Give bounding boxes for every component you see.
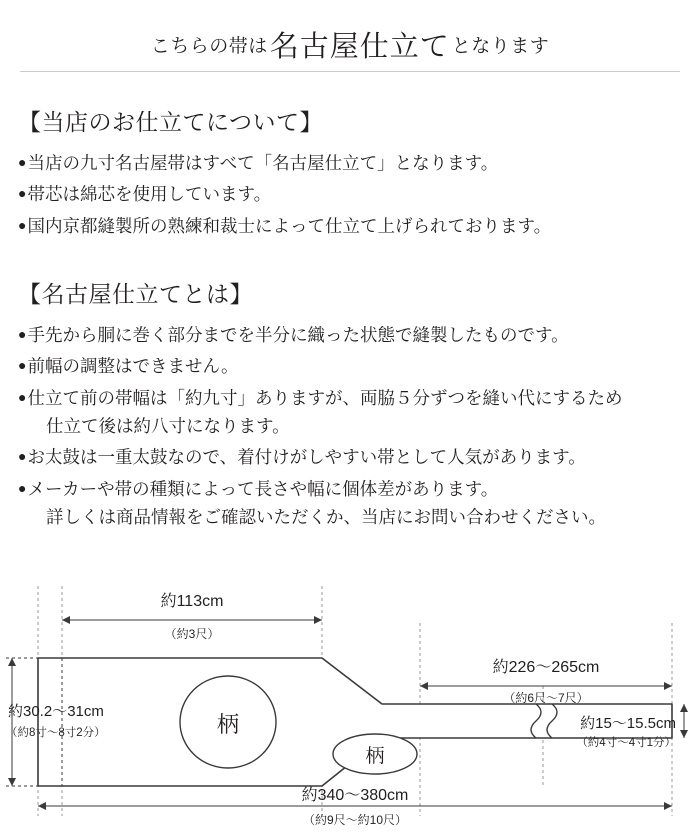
list-item — [18, 475, 682, 532]
list-item-continuation: 詳しくは商品情報をご確認いただくか、当店にお問い合わせください。 — [46, 507, 606, 528]
list-item-text: 国内京都縫製所の熟練和裁士によって仕立て上げられております。 — [27, 215, 552, 236]
list-item-text: お太鼓は一重太鼓なので、着付けがしやすい帯として人気があります。 — [27, 447, 586, 468]
list-item-text: メーカーや帯の種類によって長さや幅に個体差があります。 — [27, 478, 499, 499]
list-item — [18, 149, 682, 177]
page-title — [0, 0, 700, 82]
header-divider — [20, 71, 680, 72]
dimension-right-length-main: 約226〜265cm — [492, 659, 600, 676]
list-item — [18, 443, 682, 471]
list-item — [18, 352, 682, 380]
bullet-dot-icon: ● — [18, 326, 27, 343]
section-shop-tailoring — [0, 104, 700, 531]
dimension-right-width-main: 約15〜15.5cm — [580, 715, 676, 732]
page-title-emphasis: 名古屋仕立て — [269, 31, 450, 63]
section1-title: 【当店のお仕立てについて】 — [18, 109, 324, 135]
dimension-right-length-sub: （約6尺〜7尺） — [503, 691, 589, 705]
page-title-prefix: こちらの帯は — [150, 36, 268, 57]
list-item-continuation: 仕立て後は約八寸になります。 — [46, 416, 290, 437]
list-item-text: 帯芯は綿芯を使用しています。 — [27, 184, 272, 205]
section2-bullet-list — [18, 321, 682, 531]
dimension-right-width — [680, 704, 688, 738]
dimension-bottom-total-main: 約340〜380cm — [301, 787, 409, 804]
list-item-text: 仕立て前の帯幅は「約九寸」ありますが、両脇５分ずつを縫い代にするため — [27, 387, 623, 408]
dimension-left-width-sub: （約8寸〜8寸2分） — [6, 727, 106, 739]
dimension-bottom-total-sub: （約9尺〜約10尺） — [302, 813, 408, 827]
dimension-left-width-main: 約30.2〜31cm — [8, 703, 104, 720]
dimension-left-width — [6, 658, 40, 786]
obi-dimension-diagram — [0, 568, 700, 840]
list-item — [18, 180, 682, 208]
list-item — [18, 212, 682, 240]
dimension-right-width-sub: （約4寸〜4寸1分） — [576, 737, 676, 749]
dimension-top-length-sub: （約3尺） — [164, 627, 220, 641]
dimension-right-length — [420, 682, 672, 690]
bullet-dot-icon: ● — [18, 185, 27, 202]
list-item-text: 手先から胴に巻く部分までを半分に織った状態で縫製したものです。 — [27, 325, 569, 346]
bullet-dot-icon: ● — [18, 357, 27, 374]
dimension-top-length — [62, 616, 322, 624]
dimension-top-length-main: 約113cm — [160, 593, 224, 610]
pattern-label-large: 柄 — [216, 712, 240, 737]
list-item-text: 前幅の調整はできません。 — [27, 356, 239, 377]
bullet-dot-icon: ● — [18, 448, 27, 465]
page-title-suffix: となります — [451, 36, 550, 57]
list-item — [18, 384, 682, 441]
section2-title: 【名古屋仕立てとは】 — [18, 281, 253, 308]
pattern-label-small: 柄 — [365, 746, 385, 767]
bullet-dot-icon: ● — [18, 479, 27, 496]
bullet-dot-icon: ● — [18, 216, 27, 233]
list-item-text: 当店の九寸名古屋帯はすべて「名古屋仕立て」となります。 — [27, 153, 499, 173]
bullet-dot-icon: ● — [18, 154, 27, 170]
section1-bullet-list — [18, 149, 682, 240]
list-item — [18, 321, 682, 349]
bullet-dot-icon: ● — [18, 388, 27, 405]
